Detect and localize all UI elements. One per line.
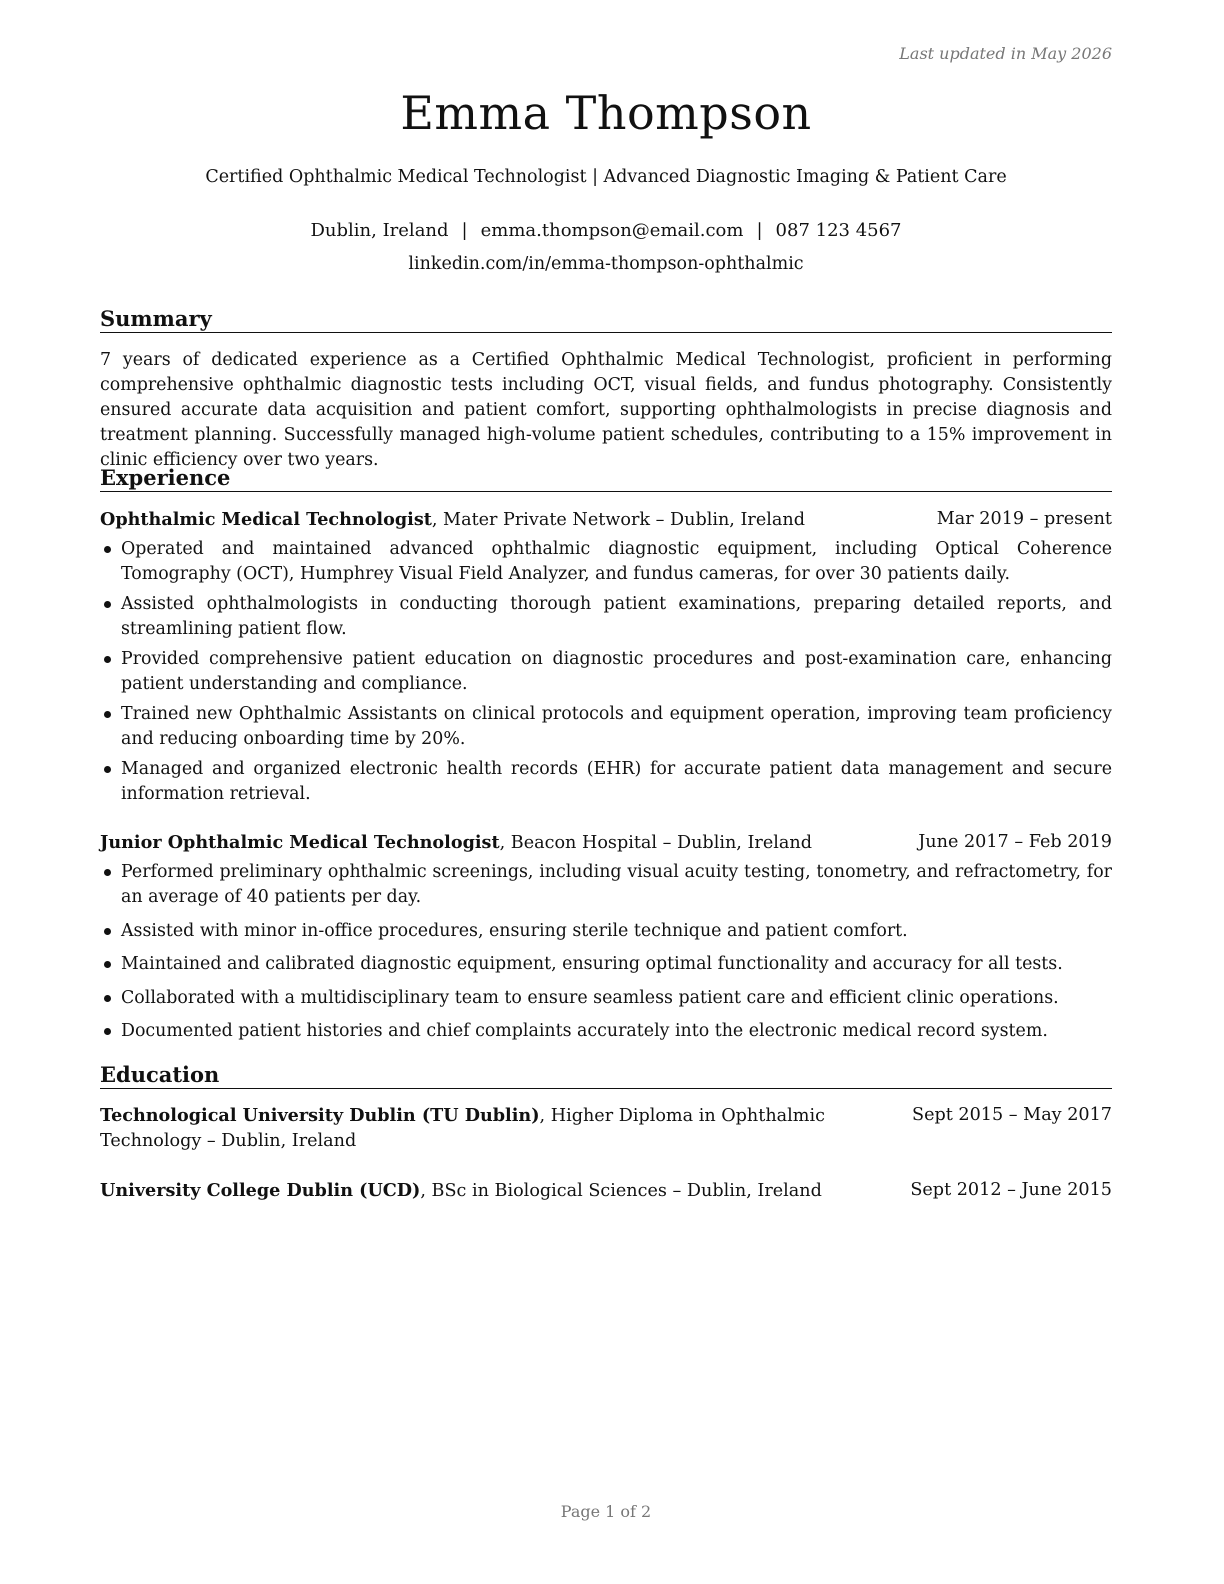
job-bullets <box>100 860 1112 1053</box>
job-bullet: Documented patient histories and chief complaints accurately into the electronic medical record system. <box>100 1019 1112 1044</box>
job-title-line <box>100 507 805 533</box>
education-dates: Sept 2012 – June 2015 <box>910 1180 1112 1200</box>
experience-heading: Experience <box>100 465 1112 492</box>
job-title-line <box>100 830 812 856</box>
page-number: Page 1 of 2 <box>560 1502 652 1521</box>
job-role: Ophthalmic Medical Technologist <box>100 509 432 530</box>
last-updated-note: Last updated in May 2026 <box>899 44 1112 63</box>
education-school: University College Dublin (UCD) <box>100 1180 421 1201</box>
education-details: , BSc in Biological Sciences – Dublin, Ireland <box>420 1181 822 1201</box>
job-bullet: Performed preliminary ophthalmic screenings, including visual acuity testing, tonometry, and refractometry, for an average of 40 patients per day. <box>100 860 1112 910</box>
job-bullet: Operated and maintained advanced ophthalmic diagnostic equipment, including Optical Coherence Tomography (OCT), Humphrey Visual Field Analyzer, and fundus cameras, for over 30 patients daily. <box>100 537 1112 587</box>
contact-line <box>100 220 1112 241</box>
contact-location: Dublin, Ireland <box>310 220 449 241</box>
education-school: Technological University Dublin (TU Dublin) <box>100 1105 540 1126</box>
job-bullet: Assisted ophthalmologists in conducting thorough patient examinations, preparing detailed reports, and streamlining patient flow. <box>100 592 1112 642</box>
job-dates: June 2017 – Feb 2019 <box>918 832 1112 852</box>
contact-separator: | <box>756 220 763 241</box>
contact-phone[interactable]: 087 123 4567 <box>775 220 902 241</box>
contact-separator: | <box>461 220 468 241</box>
education-entry <box>100 1103 1112 1153</box>
professional-headline: Certified Ophthalmic Medical Technologist | Advanced Diagnostic Imaging & Patient Care <box>205 167 1007 187</box>
contact-email[interactable]: emma.thompson@email.com <box>480 220 744 241</box>
education-dates: Sept 2015 – May 2017 <box>912 1105 1112 1125</box>
candidate-name: Emma Thompson <box>400 86 812 140</box>
education-heading: Education <box>100 1062 1112 1089</box>
job-bullet: Trained new Ophthalmic Assistants on clinical protocols and equipment operation, improving team proficiency and reducing onboarding time by 20%. <box>100 702 1112 752</box>
linkedin-link[interactable]: linkedin.com/in/emma-thompson-ophthalmic <box>408 254 804 274</box>
job-org: , Mater Private Network – Dublin, Ireland <box>431 510 805 530</box>
job-role: Junior Ophthalmic Medical Technologist <box>100 832 500 853</box>
job-bullets <box>100 537 1112 812</box>
job-dates: Mar 2019 – present <box>936 509 1112 529</box>
job-bullet: Managed and organized electronic health records (EHR) for accurate patient data management and secure information retrieval. <box>100 757 1112 807</box>
education-line <box>100 1103 890 1154</box>
job-org: , Beacon Hospital – Dublin, Ireland <box>499 833 812 853</box>
education-details: , Higher Diploma in Ophthalmic Technology – Dublin, Ireland <box>100 1106 825 1151</box>
education-line <box>100 1178 822 1204</box>
job-bullet: Collaborated with a multidisciplinary team to ensure seamless patient care and efficient clinic operations. <box>100 986 1112 1011</box>
job-bullet: Provided comprehensive patient education on diagnostic procedures and post-examination care, enhancing patient understanding and compliance. <box>100 647 1112 697</box>
job-bullet: Assisted with minor in-office procedures, ensuring sterile technique and patient comfort. <box>100 919 1112 944</box>
summary-text: 7 years of dedicated experience as a Certified Ophthalmic Medical Technologist, proficient in performing comprehensive ophthalmic diagnostic tests including OCT, visual fields, and fundus photography. Consistently ensured accurate data acquisition and patient comfort, supporting ophthalmologists in precise diagnosis and treatment planning. Successfully managed high-volume patient schedules, contributing to a 15% improvement in clinic efficiency over two years. <box>100 350 1112 470</box>
job-bullet: Maintained and calibrated diagnostic equipment, ensuring optimal functionality and accuracy for all tests. <box>100 952 1112 977</box>
summary-heading: Summary <box>100 306 1112 333</box>
resume-page <box>100 0 1112 1584</box>
